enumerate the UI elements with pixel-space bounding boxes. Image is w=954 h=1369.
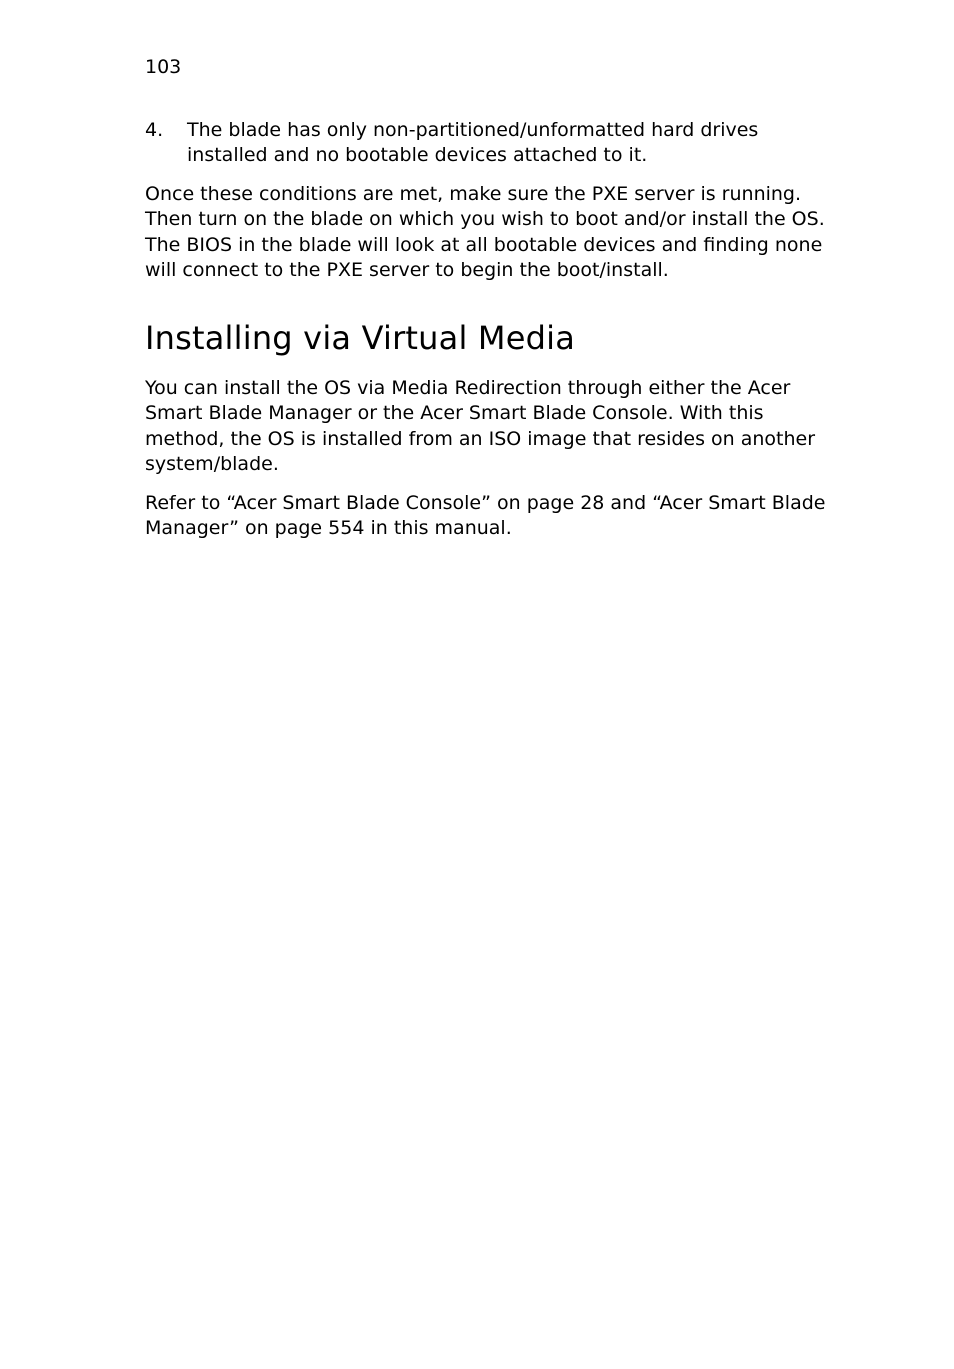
list-item bbox=[145, 118, 835, 168]
section-body-paragraph: You can install the OS via Media Redirection through either the Acer Smart Blade Manager or the Acer Smart Blade Console. With this method, the OS is installed from an ISO image that resides on another system/blade. bbox=[145, 377, 816, 475]
list-item-text: The blade has only non-partitioned/unformatted hard drives installed and no bootable devices attached to it. bbox=[187, 119, 759, 166]
list-item-number: 4. bbox=[145, 119, 164, 141]
page-number: 103 bbox=[145, 56, 182, 78]
conditions-paragraph: Once these conditions are met, make sure the PXE server is running. Then turn on the blade on which you wish to boot and/or install the OS. The BIOS in the blade will look at all bootable devices and finding none will connect to the PXE server to begin the boot/install. bbox=[145, 183, 825, 281]
section-heading: Installing via Virtual Media bbox=[145, 319, 576, 357]
reference-paragraph: Refer to “Acer Smart Blade Console” on page 28 and “Acer Smart Blade Manager” on page 554 in this manual. bbox=[145, 492, 826, 540]
